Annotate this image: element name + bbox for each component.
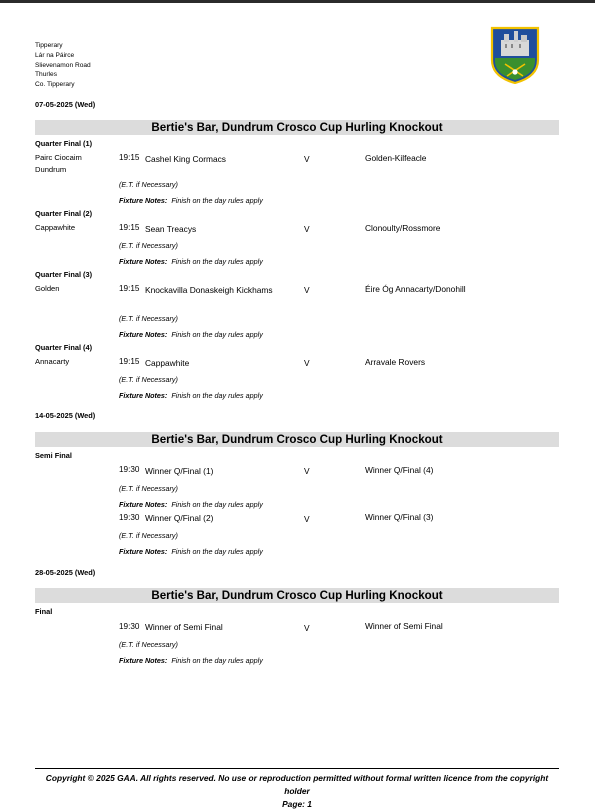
away-team: Arravale Rovers <box>365 357 426 367</box>
fixture-date: 14-05-2025 (Wed) <box>35 411 96 420</box>
versus: V <box>304 358 310 368</box>
top-border <box>0 0 595 3</box>
competition-banner: Bertie's Bar, Dundrum Crosco Cup Hurling Knockout <box>35 120 559 135</box>
fixture-notes <box>119 500 263 509</box>
extra-time-note: (E.T. if Necessary) <box>119 180 178 189</box>
fixture-notes-text: Finish on the day rules apply <box>171 257 263 266</box>
fixture-notes-label: Fixture Notes: <box>119 656 168 665</box>
away-team: Golden-Kilfeacle <box>365 153 427 163</box>
fixture-notes-label: Fixture Notes: <box>119 196 168 205</box>
address-line: Slievenamon Road <box>35 61 91 69</box>
extra-time-note: (E.T. if Necessary) <box>119 375 178 384</box>
home-team: Winner Q/Final (1) <box>145 466 214 476</box>
versus: V <box>304 514 310 524</box>
address-line: Tipperary <box>35 42 63 49</box>
versus: V <box>304 466 310 476</box>
extra-time-note: (E.T. if Necessary) <box>119 531 178 540</box>
page-number: Page: 1 <box>282 799 312 809</box>
fixture-notes-text: Finish on the day rules apply <box>171 547 263 556</box>
venue: Annacarty <box>35 357 70 366</box>
competition-banner: Bertie's Bar, Dundrum Crosco Cup Hurling Knockout <box>35 432 559 447</box>
away-team: Éire Óg Annacarty/Donohill <box>365 284 466 294</box>
footer-divider <box>35 768 559 769</box>
home-team: Sean Treacys <box>145 224 197 234</box>
address-block <box>35 41 91 90</box>
copyright-notice: Copyright © 2025 GAA. All rights reserved. No use or reproduction permitted without formal written licence from the copyright holder <box>45 773 549 796</box>
fixture-notes-label: Fixture Notes: <box>119 547 168 556</box>
versus: V <box>304 154 310 164</box>
fixture-notes-text: Finish on the day rules apply <box>171 196 263 205</box>
fixture-notes <box>119 547 263 556</box>
fixture-time: 19:30 <box>119 622 140 631</box>
home-team: Cashel King Cormacs <box>145 154 226 164</box>
fixture-notes-text: Finish on the day rules apply <box>171 391 263 400</box>
away-team: Winner Q/Final (4) <box>365 465 434 475</box>
fixture-notes-label: Fixture Notes: <box>119 257 168 266</box>
extra-time-note: (E.T. if Necessary) <box>119 484 178 493</box>
fixture-notes-text: Finish on the day rules apply <box>171 330 263 339</box>
extra-time-note: (E.T. if Necessary) <box>119 640 178 649</box>
competition-banner: Bertie's Bar, Dundrum Crosco Cup Hurling Knockout <box>35 588 559 603</box>
fixture-time: 19:15 <box>119 284 140 293</box>
home-team: Knockavilla Donaskeigh Kickhams <box>145 285 273 295</box>
address-line: Co. Tipperary <box>35 81 75 89</box>
round-title: Quarter Final (4) <box>35 343 93 352</box>
fixture-time: 19:15 <box>119 223 140 232</box>
away-team: Winner Q/Final (3) <box>365 512 434 522</box>
address-line: Thurles <box>35 71 57 79</box>
home-team: Winner of Semi Final <box>145 622 223 632</box>
fixture-notes-label: Fixture Notes: <box>119 391 168 400</box>
versus: V <box>304 285 310 295</box>
fixture-notes <box>119 391 263 400</box>
fixture-time: 19:30 <box>119 513 140 522</box>
versus: V <box>304 623 310 633</box>
away-team: Clonoulty/Rossmore <box>365 223 441 233</box>
fixture-time: 19:15 <box>119 153 140 162</box>
extra-time-note: (E.T. if Necessary) <box>119 241 178 250</box>
round-title: Final <box>35 607 53 616</box>
round-title: Semi Final <box>35 451 72 460</box>
fixture-notes-label: Fixture Notes: <box>119 330 168 339</box>
round-title: Quarter Final (3) <box>35 270 93 279</box>
venue: Cappawhite <box>35 223 76 232</box>
venue: Golden <box>35 284 60 293</box>
fixture-notes <box>119 196 263 205</box>
fixture-date: 28-05-2025 (Wed) <box>35 568 96 577</box>
address-line: Lár na Páirce <box>35 51 75 59</box>
fixture-notes-text: Finish on the day rules apply <box>171 656 263 665</box>
home-team: Cappawhite <box>145 358 190 368</box>
fixture-notes <box>119 656 263 665</box>
fixture-notes-text: Finish on the day rules apply <box>171 500 263 509</box>
fixture-time: 19:30 <box>119 465 140 474</box>
round-title: Quarter Final (2) <box>35 209 93 218</box>
home-team: Winner Q/Final (2) <box>145 513 214 523</box>
versus: V <box>304 224 310 234</box>
tipperary-crest-icon <box>490 26 540 84</box>
away-team: Winner of Semi Final <box>365 621 443 631</box>
fixture-time: 19:15 <box>119 357 140 366</box>
venue: Pairc Ciocaim Dundrum <box>35 153 82 174</box>
round-title: Quarter Final (1) <box>35 139 93 148</box>
fixture-notes <box>119 330 263 339</box>
extra-time-note: (E.T. if Necessary) <box>119 314 178 323</box>
fixture-notes-label: Fixture Notes: <box>119 500 168 509</box>
fixture-date: 07-05-2025 (Wed) <box>35 100 96 109</box>
fixture-notes <box>119 257 263 266</box>
